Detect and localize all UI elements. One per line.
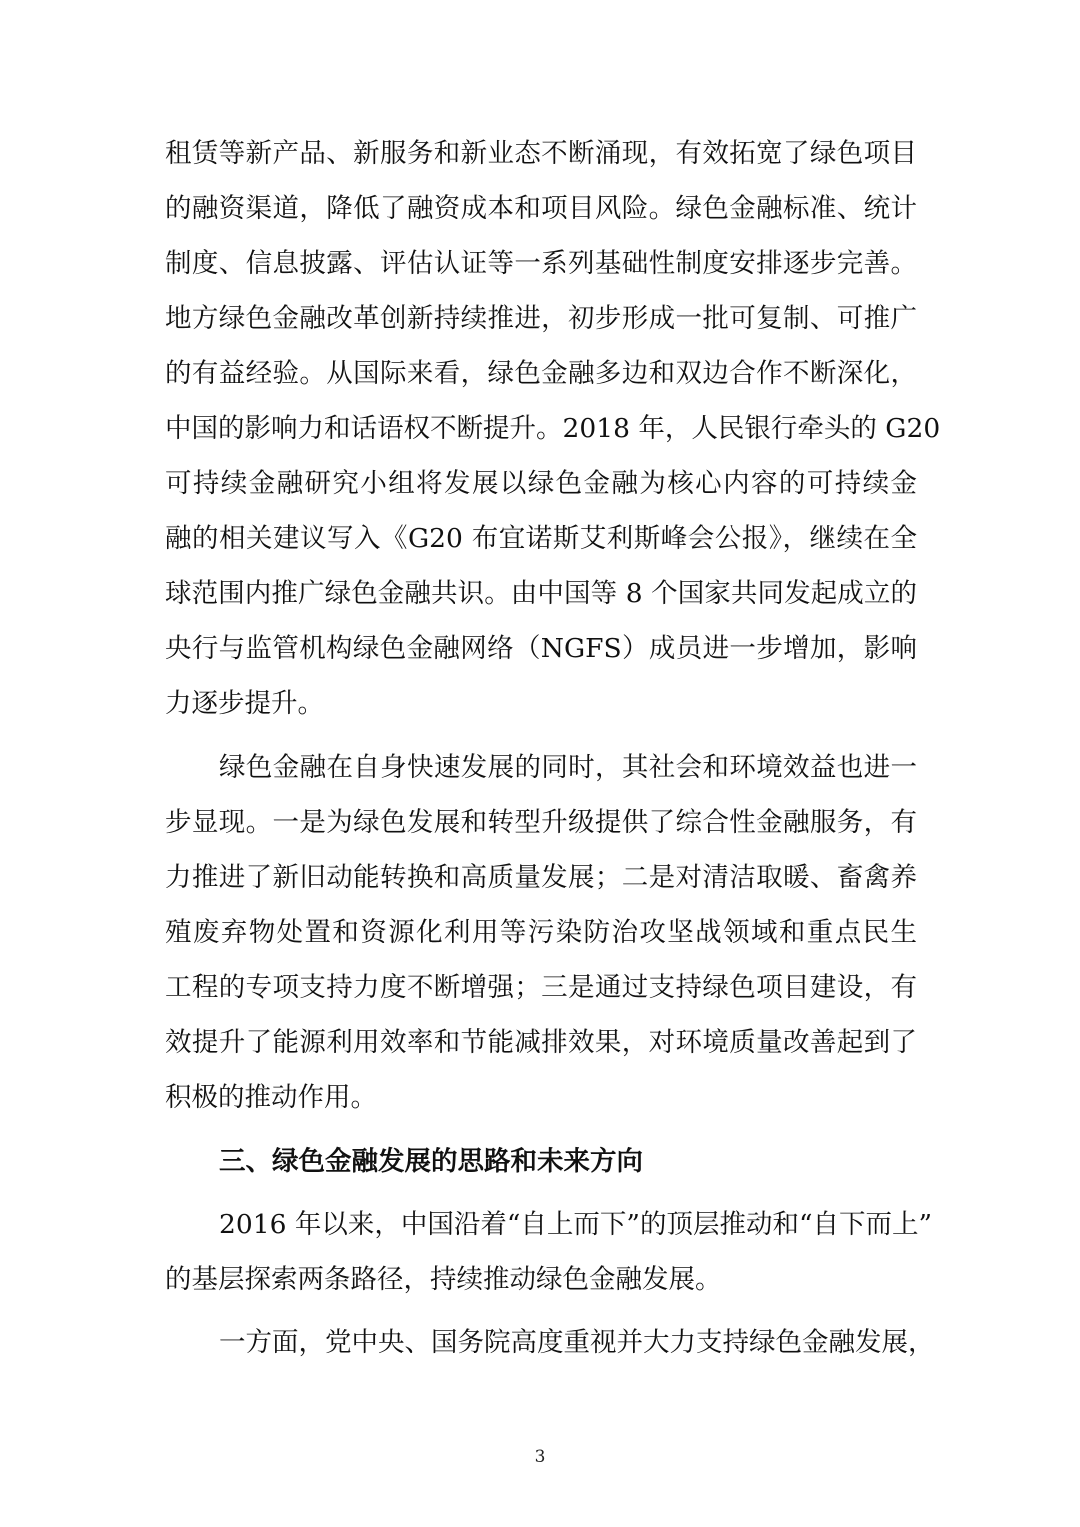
body-line: 效提升了能源利用效率和节能减排效果，对环境质量改善起到了	[165, 1027, 917, 1058]
body-line: 工程的专项支持力度不断增强；三是通过支持绿色项目建设，有	[165, 972, 917, 1003]
page-number: 3	[534, 1447, 546, 1467]
body-line: 力推进了新旧动能转换和高质量发展；二是对清洁取暖、畜禽养	[165, 862, 917, 893]
body-line: 租赁等新产品、新服务和新业态不断涌现，有效拓宽了绿色项目	[165, 138, 917, 169]
body-line: 可持续金融研究小组将发展以绿色金融为核心内容的可持续金	[165, 468, 917, 499]
body-line: 地方绿色金融改革创新持续推进，初步形成一批可复制、可推广	[165, 303, 917, 334]
body-line: 球范围内推广绿色金融共识。由中国等 8 个国家共同发起成立的	[165, 578, 917, 609]
body-line: 的基层探索两条路径，持续推动绿色金融发展。	[165, 1264, 722, 1295]
section-heading: 三、绿色金融发展的思路和未来方向	[219, 1146, 643, 1177]
body-line: 的有益经验。从国际来看，绿色金融多边和双边合作不断深化，	[165, 358, 917, 389]
paragraph-first-line: 2016 年以来，中国沿着“自上而下”的顶层推动和“自下而上”	[219, 1209, 933, 1240]
body-line: 融的相关建议写入《G20 布宜诺斯艾利斯峰会公报》，继续在全	[165, 523, 917, 554]
body-line: 的融资渠道，降低了融资成本和项目风险。绿色金融标准、统计	[165, 193, 917, 224]
body-line: 殖废弃物处置和资源化利用等污染防治攻坚战领域和重点民生	[165, 917, 917, 948]
paragraph-first-line: 绿色金融在自身快速发展的同时，其社会和环境效益也进一	[219, 752, 917, 783]
paragraph-first-line: 一方面，党中央、国务院高度重视并大力支持绿色金融发展，	[219, 1327, 935, 1358]
body-line: 央行与监管机构绿色金融网络（NGFS）成员进一步增加，影响	[165, 633, 917, 664]
body-line: 力逐步提升。	[165, 688, 324, 719]
body-line: 积极的推动作用。	[165, 1082, 377, 1113]
body-line: 制度、信息披露、评估认证等一系列基础性制度安排逐步完善。	[165, 248, 917, 279]
body-line: 步显现。一是为绿色发展和转型升级提供了综合性金融服务，有	[165, 807, 917, 838]
body-line: 中国的影响力和话语权不断提升。2018 年，人民银行牵头的 G20	[165, 413, 941, 444]
